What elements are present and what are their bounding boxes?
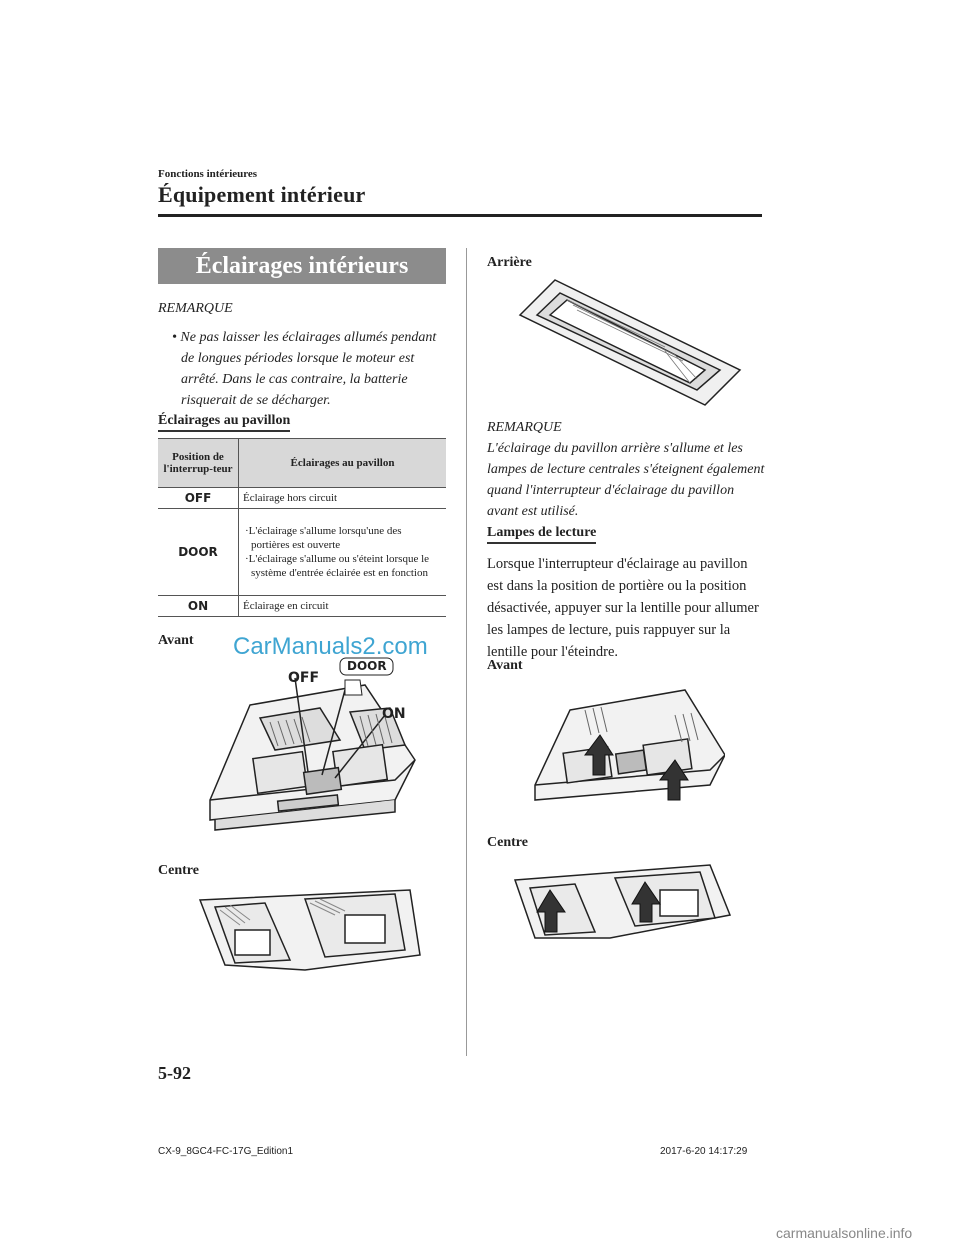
switch-table (158, 438, 446, 617)
table-header-lights: Éclairages au pavillon (239, 439, 447, 488)
door-lamp-icon (345, 680, 362, 695)
switch-door-label: DOOR (158, 509, 239, 596)
column-divider (466, 248, 467, 1056)
table-header-position: Position de l'interrup-teur (158, 439, 239, 488)
page-number: 5-92 (158, 1063, 191, 1083)
section-title: Équipement intérieur (158, 182, 366, 207)
page-title-banner: Éclairages intérieurs (158, 248, 446, 284)
table-cell: Éclairage hors circuit (239, 488, 447, 509)
label-centre-right: Centre (487, 835, 528, 850)
label-avant-right: Avant (487, 658, 523, 673)
watermark: CarManuals2.com (233, 633, 428, 660)
rear-lamp-illustration (515, 275, 745, 410)
note-text: Ne pas laisser les éclairages allumés pendant de longues périodes lorsque le moteur est arrêté. Dans le cas contraire, la batterie risquerait de se décharger. (180, 330, 437, 408)
footer-edition: CX-9_8GC4-FC-17G_Edition1 (158, 1146, 294, 1157)
section-label: Fonctions intérieures (158, 168, 258, 180)
centre-lamp-illustration (195, 885, 435, 975)
lecture-text: Lorsque l'interrupteur d'éclairage au pavillon est dans la position de portière ou la position désactivée, appuyer sur la lentille pour allumer les lampes de lecture, puis rappuyer sur la lentille pour l'éteindre. (487, 556, 759, 660)
corner-watermark: carmanualsonline.info (776, 1225, 913, 1241)
note2-text: L'éclairage du pavillon arrière s'allume et les lampes de lecture centrales s'éteignent également quand l'interrupteur d'éclairage du pavillon avant est utilisé. (487, 441, 765, 519)
label-arriere: Arrière (487, 255, 532, 270)
note2-title: REMARQUE (487, 420, 562, 435)
pavillon-heading: Éclairages au pavillon (158, 413, 290, 432)
label-avant-left: Avant (158, 633, 194, 648)
label-centre-left: Centre (158, 863, 199, 878)
reading-lamp-front-illustration (525, 680, 725, 810)
callout-on: ON (382, 706, 406, 722)
callout-door: DOOR (347, 659, 387, 673)
header-rule (158, 214, 762, 217)
lecture-heading: Lampes de lecture (487, 525, 596, 544)
table-cell: Éclairage en circuit (239, 596, 447, 617)
callout-off: OFF (288, 670, 320, 686)
front-console-illustration (200, 650, 440, 850)
switch-on-label: ON (158, 596, 239, 617)
footer-timestamp: 2017-6-20 14:17:29 (660, 1146, 748, 1157)
table-cell: ·L'éclairage s'allume lorsqu'une des portières est ouverte ·L'éclairage s'allume ou s'éteint lorsque le système d'entrée éclairée est en fonction (239, 509, 447, 596)
bullet-icon: • (172, 330, 181, 345)
door-desc-1: L'éclairage s'allume lorsqu'une des portières est ouverte (248, 525, 402, 551)
note-title: REMARQUE (158, 301, 233, 316)
switch-off-label: OFF (158, 488, 239, 509)
reading-lamp-centre-illustration (510, 860, 740, 945)
note-body (172, 327, 447, 411)
door-desc-2: L'éclairage s'allume ou s'éteint lorsque le système d'entrée éclairée est en fonction (248, 553, 430, 579)
